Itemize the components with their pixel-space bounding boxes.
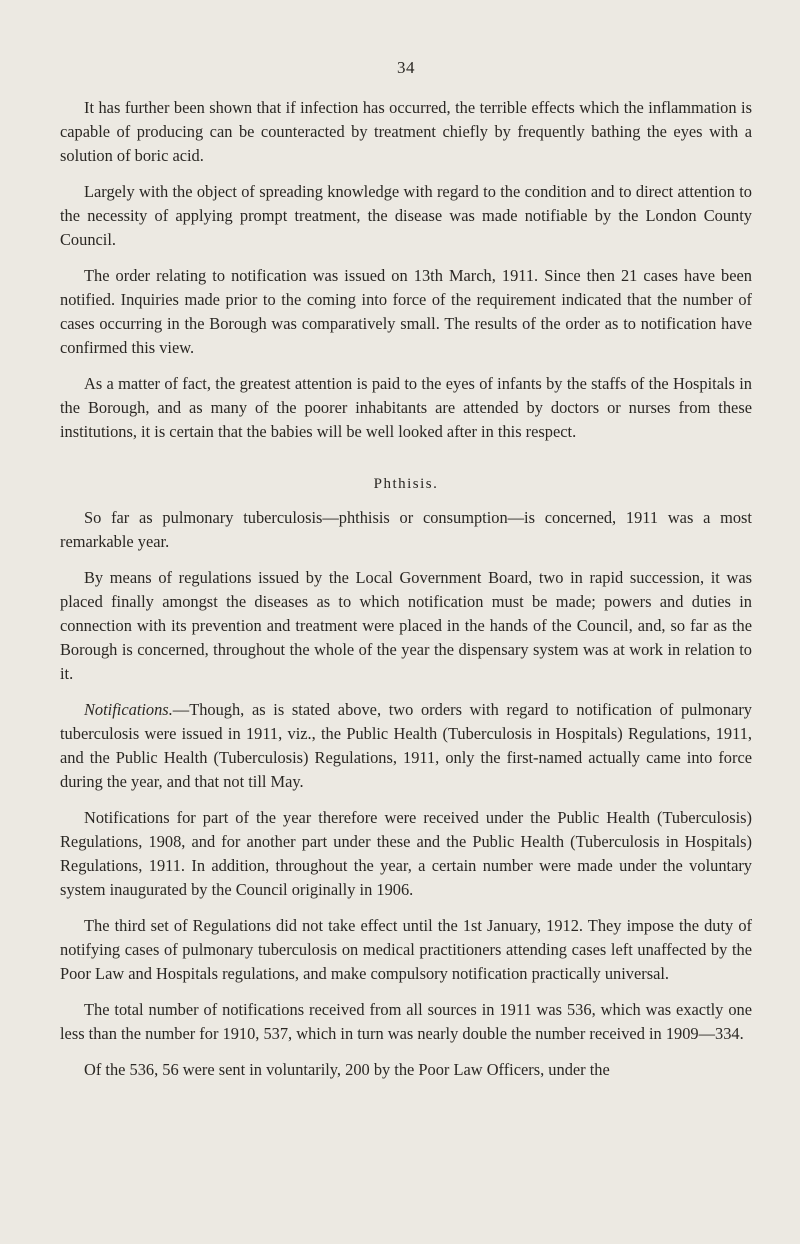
paragraph-notifications-part-year: Notifications for part of the year therefore were received under the Public Health (Tuberculosis) Regulations, 1908, and for another part under these and the Public Health (Tuberculosis in Hospitals) Regulations, 1911. In addition, throughout the year, a certain number were made under the voluntary system inaugurated by the Council originally in 1906. bbox=[60, 808, 752, 899]
notifications-body-text: —Though, as is stated above, two orders with regard to notification of pulmonary tuberculosis were issued in 1911, viz., the Public Health (Tuberculosis in Hospitals) Regulations, 1911, and the Public Health (Tuberculosis) Regulations, 1911, only the first-named actually came into force during the year, and that not till May. bbox=[60, 700, 752, 791]
paragraph-notifications bbox=[60, 698, 752, 794]
paragraph-of-the-536: Of the 536, 56 were sent in voluntarily, 200 by the Poor Law Officers, under the bbox=[84, 1060, 610, 1079]
notifications-run-in-heading: Notifications. bbox=[84, 700, 173, 719]
paragraph-regulations: By means of regulations issued by the Local Government Board, two in rapid succession, it was placed finally amongst the diseases as to which notification must be made; powers and duties in connection with its prevention and treatment were placed in the hands of the Council, and, so far as the Borough is concerned, throughout the whole of the year the dispensary system was at work in relation to it. bbox=[60, 568, 752, 683]
paragraph-third-regulations: The third set of Regulations did not take effect until the 1st January, 1912. They impose the duty of notifying cases of pulmonary tuberculosis on medical practitioners attending cases left unaffected by the Poor Law and Hospitals regulations, and make compulsory notification practically universal. bbox=[60, 916, 752, 983]
paragraph-order-issued: The order relating to notification was issued on 13th March, 1911. Since then 21 cases have been notified. Inquiries made prior to the coming into force of the requirement indicated that the number of cases occurring in the Borough was comparatively small. The results of the order as to notification have confirmed this view. bbox=[60, 266, 752, 357]
section-heading-phthisis: Phthisis. bbox=[373, 476, 439, 492]
paragraph-hospital-staffs: As a matter of fact, the greatest attention is paid to the eyes of infants by the staffs of the Hospitals in the Borough, and as many of the poorer inhabitants are attended by doctors or nurses from these institutions, it is certain that the babies will be well looked after in this respect. bbox=[60, 374, 752, 441]
paragraph-notifiable: Largely with the object of spreading knowledge with regard to the condition and to direct attention to the necessity of applying prompt treatment, the disease was made notifiable by the London County Council. bbox=[60, 182, 752, 249]
paragraph-total-notifications: The total number of notifications received from all sources in 1911 was 536, which was exactly one less than the number for 1910, 537, which in turn was nearly double the number received in 1909—334. bbox=[60, 1000, 752, 1043]
page-number: 34 bbox=[397, 58, 415, 77]
paragraph-remarkable-year: So far as pulmonary tuberculosis—phthisis or consumption—is concerned, 1911 was a most remarkable year. bbox=[60, 508, 752, 551]
paragraph-boric-acid: It has further been shown that if infection has occurred, the terrible effects which the inflammation is capable of producing can be counteracted by treatment chiefly by frequently bathing the eyes with a solution of boric acid. bbox=[60, 98, 752, 165]
